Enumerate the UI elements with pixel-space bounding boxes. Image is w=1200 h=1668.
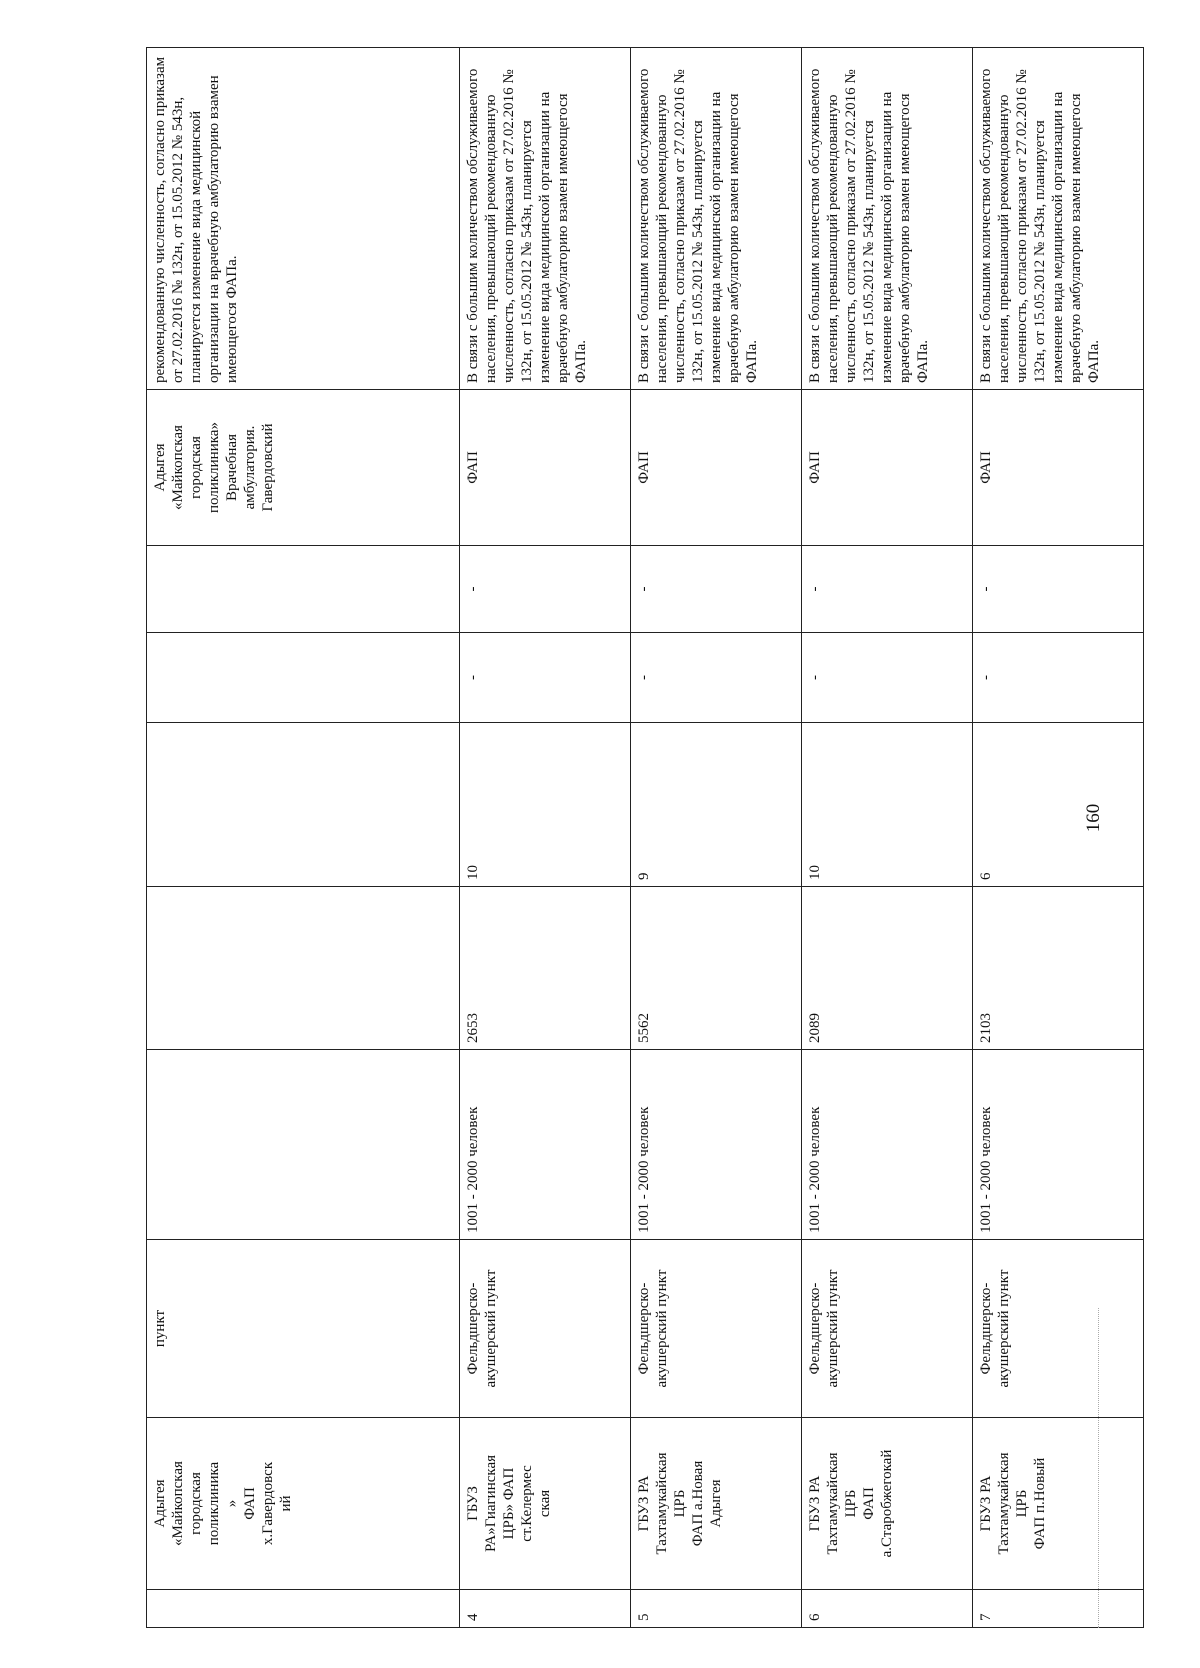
cell-text: - bbox=[807, 675, 823, 680]
cell-text: ФАП а.Новая bbox=[690, 1460, 706, 1547]
cell-text: х.Гавердовск bbox=[260, 1461, 276, 1546]
norm-cell bbox=[631, 1050, 802, 1240]
target-cell bbox=[973, 390, 1144, 546]
facility-type-cell bbox=[147, 1240, 460, 1418]
norm-cell bbox=[147, 1050, 460, 1240]
reason-cell bbox=[147, 48, 460, 390]
cell-text: - bbox=[978, 586, 994, 592]
row-number-cell bbox=[460, 1590, 631, 1628]
cell-text: 7 bbox=[978, 1613, 994, 1621]
col6-cell bbox=[460, 633, 631, 723]
col7-cell bbox=[973, 546, 1144, 633]
cell-text: «Майкопская bbox=[170, 425, 186, 510]
table-row bbox=[460, 48, 631, 1628]
cell-text: Врачебная bbox=[224, 434, 240, 501]
cell-text: ст.Келермес bbox=[519, 1465, 535, 1542]
staff-cell bbox=[802, 723, 973, 887]
cell-text: ЦРБ bbox=[843, 1489, 859, 1518]
cell-text: - bbox=[807, 586, 823, 592]
cell-text: 6 bbox=[978, 872, 994, 880]
cell-text: 5 bbox=[636, 1613, 652, 1621]
col6-cell bbox=[973, 633, 1144, 723]
target-cell bbox=[631, 390, 802, 546]
cell-text: - bbox=[465, 675, 481, 680]
cell-text: ГБУЗ РА bbox=[807, 1475, 823, 1532]
cell-text: - bbox=[978, 675, 994, 680]
cell-text: 10 bbox=[807, 865, 823, 880]
reason-cell bbox=[460, 48, 631, 390]
cell-text: 1001 - 2000 человек bbox=[636, 1106, 652, 1233]
cell-text: ФАП bbox=[861, 1487, 877, 1520]
cell-text: ЦРБ bbox=[1014, 1489, 1030, 1518]
staff-cell bbox=[147, 723, 460, 887]
reason-cell bbox=[631, 48, 802, 390]
facility-type-cell bbox=[460, 1240, 631, 1418]
cell-text: - bbox=[465, 586, 481, 592]
norm-cell bbox=[973, 1050, 1144, 1240]
col7-cell bbox=[147, 546, 460, 633]
cell-text: 1001 - 2000 человек bbox=[807, 1106, 823, 1233]
cell-text: ФАП bbox=[636, 451, 652, 484]
cell-text: ФАП bbox=[242, 1487, 258, 1520]
population-cell bbox=[631, 887, 802, 1050]
cell-text: В связи с большим количеством обслуживаемого населения, превышающий рекомендованную численность, согласно приказам от 27.02.2016 № 132н, от 15.05.2012 № 543н, планируется изменение вида медицинской организации на врачебную амбулаторию взамен имеющегося ФАПа. bbox=[465, 68, 589, 383]
cell-text: » bbox=[224, 1499, 240, 1508]
page-divider bbox=[1098, 1308, 1099, 1628]
cell-text: 5562 bbox=[636, 1013, 652, 1043]
cell-text: Адыгея bbox=[708, 1479, 724, 1528]
cell-text: 4 bbox=[465, 1613, 481, 1621]
cell-text: ЦРБ» ФАП bbox=[501, 1467, 517, 1540]
cell-text: городская bbox=[188, 1472, 204, 1535]
cell-text: 2089 bbox=[807, 1013, 823, 1043]
population-cell bbox=[973, 887, 1144, 1050]
row-number-cell bbox=[147, 1590, 460, 1628]
reason-cell bbox=[973, 48, 1144, 390]
population-cell bbox=[802, 887, 973, 1050]
table-row bbox=[973, 48, 1144, 1628]
facility-type-cell bbox=[973, 1240, 1144, 1418]
target-cell bbox=[460, 390, 631, 546]
cell-text: В связи с большим количеством обслуживаемого населения, превышающий рекомендованную численность, согласно приказам от 27.02.2016 № 132н, от 15.05.2012 № 543н, планируется изменение вида медицинской организации на врачебную амбулаторию взамен имеющегося ФАПа. bbox=[807, 68, 931, 383]
cell-text: ЦРБ bbox=[672, 1489, 688, 1518]
page-number: 160 bbox=[1083, 803, 1104, 833]
cell-text: ФАП п.Новый bbox=[1032, 1457, 1048, 1550]
col7-cell bbox=[631, 546, 802, 633]
target-cell bbox=[802, 390, 973, 546]
cell-text: ГБУЗ bbox=[465, 1486, 481, 1521]
col6-cell bbox=[147, 633, 460, 723]
norm-cell bbox=[802, 1050, 973, 1240]
cell-text: ГБУЗ РА bbox=[978, 1475, 994, 1532]
cell-text: ская bbox=[537, 1489, 553, 1518]
cell-text: амбулатория. bbox=[242, 425, 258, 510]
norm-cell bbox=[460, 1050, 631, 1240]
cell-text: ГБУЗ РА bbox=[636, 1475, 652, 1532]
cell-text: Фельдшерско-акушерский пункт bbox=[465, 1269, 499, 1388]
cell-text: городская bbox=[188, 436, 204, 499]
cell-text: ФАП bbox=[807, 451, 823, 484]
cell-text: 6 bbox=[807, 1613, 823, 1621]
cell-text: поликлиника» bbox=[206, 422, 222, 513]
cell-text: 2653 bbox=[465, 1013, 481, 1043]
target-cell bbox=[147, 390, 460, 546]
facility-type-cell bbox=[631, 1240, 802, 1418]
organization-cell bbox=[631, 1418, 802, 1590]
row-number-cell bbox=[802, 1590, 973, 1628]
cell-text: - bbox=[636, 675, 652, 680]
organization-cell bbox=[460, 1418, 631, 1590]
organization-cell bbox=[147, 1418, 460, 1590]
cell-text: В связи с большим количеством обслуживаемого населения, превышающий рекомендованную численность, согласно приказам от 27.02.2016 № 132н, от 15.05.2012 № 543н, планируется изменение вида медицинской организации на врачебную амбулаторию взамен имеющегося ФАПа. bbox=[978, 68, 1102, 383]
cell-text: ФАП bbox=[465, 451, 481, 484]
cell-text: «Майкопская bbox=[170, 1461, 186, 1546]
cell-text: Адыгея bbox=[152, 443, 168, 492]
col7-cell bbox=[460, 546, 631, 633]
cell-text: Фельдшерско-акушерский пункт bbox=[978, 1269, 1012, 1388]
document-table bbox=[146, 47, 1144, 1628]
cell-text: Тахтамукайская bbox=[654, 1452, 670, 1555]
staff-cell bbox=[460, 723, 631, 887]
cell-text: рекомендованную численность, согласно приказам от 27.02.2016 № 132н, от 15.05.2012 № 543н, планируется изменение вида медицинской организации на врачебную амбулаторию взамен имеющегося ФАПа. bbox=[152, 56, 240, 383]
cell-text: РА»Гиагинская bbox=[483, 1454, 499, 1553]
cell-text: 1001 - 2000 человек bbox=[978, 1106, 994, 1233]
facility-type-cell bbox=[802, 1240, 973, 1418]
cell-text: Адыгея bbox=[152, 1479, 168, 1528]
cell-text: В связи с большим количеством обслуживаемого населения, превышающий рекомендованную численность, согласно приказам от 27.02.2016 № 132н, от 15.05.2012 № 543н, планируется изменение вида медицинской организации на врачебную амбулаторию взамен имеющегося ФАПа. bbox=[636, 68, 760, 383]
row-number-cell bbox=[973, 1590, 1144, 1628]
table-row bbox=[147, 48, 460, 1628]
col6-cell bbox=[631, 633, 802, 723]
cell-text: - bbox=[636, 586, 652, 592]
population-cell bbox=[460, 887, 631, 1050]
col6-cell bbox=[802, 633, 973, 723]
row-number-cell bbox=[631, 1590, 802, 1628]
cell-text: 9 bbox=[636, 872, 652, 880]
organization-cell bbox=[973, 1418, 1144, 1590]
cell-text: Гавердовский bbox=[260, 423, 276, 512]
table-row bbox=[631, 48, 802, 1628]
cell-text: 1001 - 2000 человек bbox=[465, 1106, 481, 1233]
staff-cell bbox=[973, 723, 1144, 887]
cell-text: поликлиника bbox=[206, 1461, 222, 1546]
cell-text: Фельдшерско-акушерский пункт bbox=[636, 1269, 670, 1388]
reason-cell bbox=[802, 48, 973, 390]
population-cell bbox=[147, 887, 460, 1050]
cell-text: Фельдшерско-акушерский пункт bbox=[807, 1269, 841, 1388]
organization-cell bbox=[802, 1418, 973, 1590]
cell-text: Тахтамукайская bbox=[825, 1452, 841, 1555]
cell-text: ий bbox=[278, 1495, 294, 1512]
cell-text: Тахтамукайская bbox=[996, 1452, 1012, 1555]
cell-text: 10 bbox=[465, 865, 481, 880]
cell-text: пункт bbox=[152, 1309, 168, 1348]
cell-text: а.Старобжегокай bbox=[879, 1449, 895, 1558]
cell-text: 2103 bbox=[978, 1013, 994, 1043]
col7-cell bbox=[802, 546, 973, 633]
cell-text: ФАП bbox=[978, 451, 994, 484]
staff-cell bbox=[631, 723, 802, 887]
table-row bbox=[802, 48, 973, 1628]
